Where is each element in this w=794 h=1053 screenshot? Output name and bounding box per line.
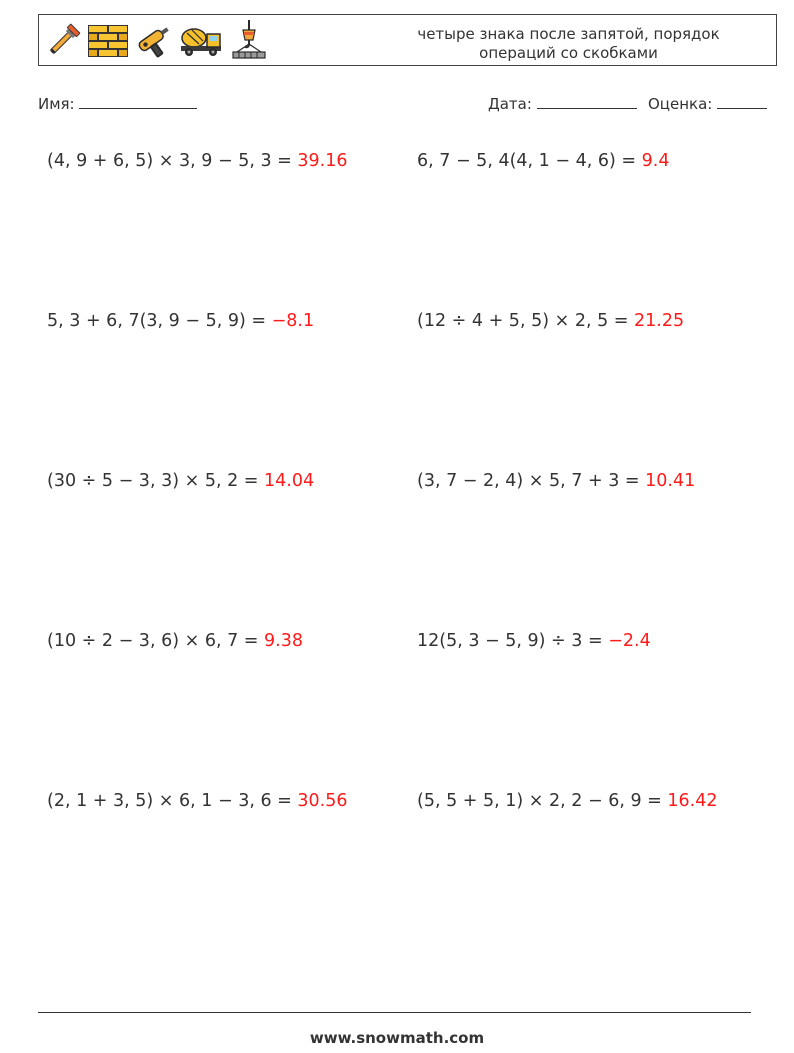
problem-expression: (3, 7 − 2, 4) × 5, 7 + 3 =	[417, 471, 640, 491]
problem-3	[47, 311, 314, 331]
problem-expression: (10 ÷ 2 − 3, 6) × 6, 7 =	[47, 631, 259, 651]
problem-expression: 6, 7 − 5, 4(4, 1 − 4, 6) =	[417, 151, 637, 171]
date-field	[488, 94, 637, 113]
problem-7	[47, 631, 303, 651]
problem-10	[417, 791, 718, 811]
worksheet-title-line-2: операций со скобками	[479, 44, 658, 62]
problem-answer: −8.1	[271, 311, 315, 331]
problem-6	[417, 471, 695, 491]
crane-hook-icon	[229, 20, 269, 62]
problem-expression: (4, 9 + 6, 5) × 3, 9 − 5, 3 =	[47, 151, 292, 171]
worksheet-header	[38, 14, 777, 66]
footer-website-link[interactable]: www.snowmath.com	[309, 1029, 485, 1047]
problem-answer: 16.42	[667, 791, 718, 811]
problem-answer: 30.56	[297, 791, 348, 811]
problem-expression: 5, 3 + 6, 7(3, 9 − 5, 9) =	[47, 311, 267, 331]
date-blank-line[interactable]	[537, 94, 637, 109]
header-icon-row	[45, 19, 269, 63]
grade-label: Оценка:	[648, 95, 713, 113]
problem-answer: 14.04	[264, 471, 315, 491]
problem-answer: −2.4	[608, 631, 651, 651]
pipe-wrench-icon	[45, 21, 81, 61]
cement-mixer-truck-icon	[179, 24, 223, 58]
name-label: Имя:	[38, 95, 75, 113]
grade-blank-line[interactable]	[717, 94, 767, 109]
name-blank-line[interactable]	[79, 94, 197, 109]
problem-expression: (30 ÷ 5 − 3, 3) × 5, 2 =	[47, 471, 259, 491]
problem-8	[417, 631, 651, 651]
problem-answer: 10.41	[645, 471, 696, 491]
footer-divider	[38, 1012, 751, 1013]
worksheet-title	[369, 25, 768, 63]
problem-answer: 39.16	[297, 151, 348, 171]
problem-expression: (5, 5 + 5, 1) × 2, 2 − 6, 9 =	[417, 791, 662, 811]
date-label: Дата:	[488, 95, 532, 113]
problem-answer: 21.25	[634, 311, 685, 331]
grade-field	[648, 94, 767, 113]
name-field	[38, 94, 197, 113]
problem-expression: (2, 1 + 3, 5) × 6, 1 − 3, 6 =	[47, 791, 292, 811]
brick-wall-icon	[87, 24, 129, 58]
problem-answer: 9.4	[641, 151, 670, 171]
power-drill-icon	[135, 22, 173, 60]
worksheet-title-line-1: четыре знака после запятой, порядок	[417, 25, 720, 43]
problem-expression: (12 ÷ 4 + 5, 5) × 2, 5 =	[417, 311, 629, 331]
problem-5	[47, 471, 314, 491]
problem-expression: 12(5, 3 − 5, 9) ÷ 3 =	[417, 631, 603, 651]
problem-answer: 9.38	[264, 631, 303, 651]
problem-2	[417, 151, 669, 171]
problem-4	[417, 311, 684, 331]
problem-1	[47, 151, 348, 171]
problem-9	[47, 791, 348, 811]
